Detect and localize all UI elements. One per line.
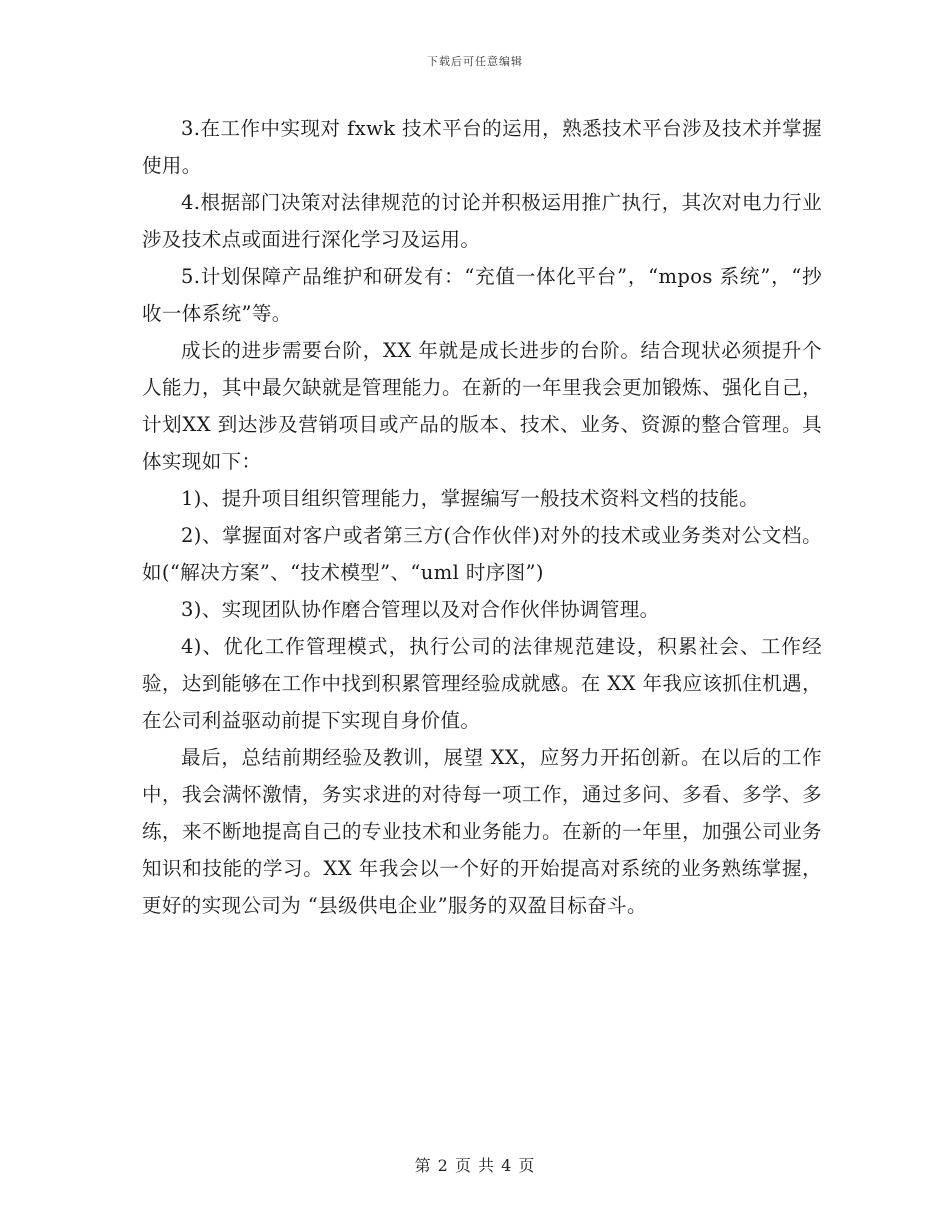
paragraph-plan-3: 3)、实现团队协作磨合管理以及对合作伙伴协调管理。 (181, 598, 660, 621)
paragraph-growth: 成长的进步需要台阶，XX 年就是成长进步的台阶。结合现状必须提升个人能力，其中最欠缺就是管理能力。在新的一年里我会更加锻炼、强化自己，计划XX 到达涉及营销项目或产品的版本、技术、业务、资源的整合管理。具体实现如下： (142, 339, 822, 473)
paragraph-plan-1: 1)、提升项目组织管理能力，掌握编写一般技术资料文档的技能。 (181, 487, 760, 510)
paragraph-item-4: 4.根据部门决策对法律规范的讨论并积极运用推广执行，其次对电力行业涉及技术点或面进行深化学习及运用。 (142, 191, 822, 251)
paragraph-item-5: 5.计划保障产品维护和研发有：“充值一体化平台”，“mpos 系统”，“抄收一体系统”等。 (142, 265, 822, 325)
page-number-footer: 第 2 页 共 4 页 (414, 1156, 536, 1175)
paragraph-plan-4: 4)、优化工作管理模式，执行公司的法律规范建设，积累社会、工作经验，达到能够在工作中找到积累管理经验成就感。在 XX 年我应该抓住机遇，在公司利益驱动前提下实现自身价值。 (142, 635, 822, 732)
paragraph-item-3: 3.在工作中实现对 fxwk 技术平台的运用，熟悉技术平台涉及技术并掌握使用。 (142, 117, 822, 177)
paragraph-conclusion: 最后，总结前期经验及教训，展望 XX，应努力开拓创新。在以后的工作中，我会满怀激情，务实求进的对待每一项工作，通过多问、多看、多学、多练，来不断地提高自己的专业技术和业务能力。在新的一年里，加强公司业务知识和技能的学习。XX 年我会以一个好的开始提高对系统的业务熟练掌握，更好的实现公司为 “县级供电企业”服务的双盈目标奋斗。 (142, 746, 822, 917)
document-body (142, 110, 822, 924)
paragraph-plan-2: 2)、掌握面对客户或者第三方(合作伙伴)对外的技术或业务类对公文档。如(“解决方案”、“技术模型”、“uml 时序图”) (142, 524, 822, 584)
header-note: 下载后可任意编辑 (427, 55, 523, 68)
